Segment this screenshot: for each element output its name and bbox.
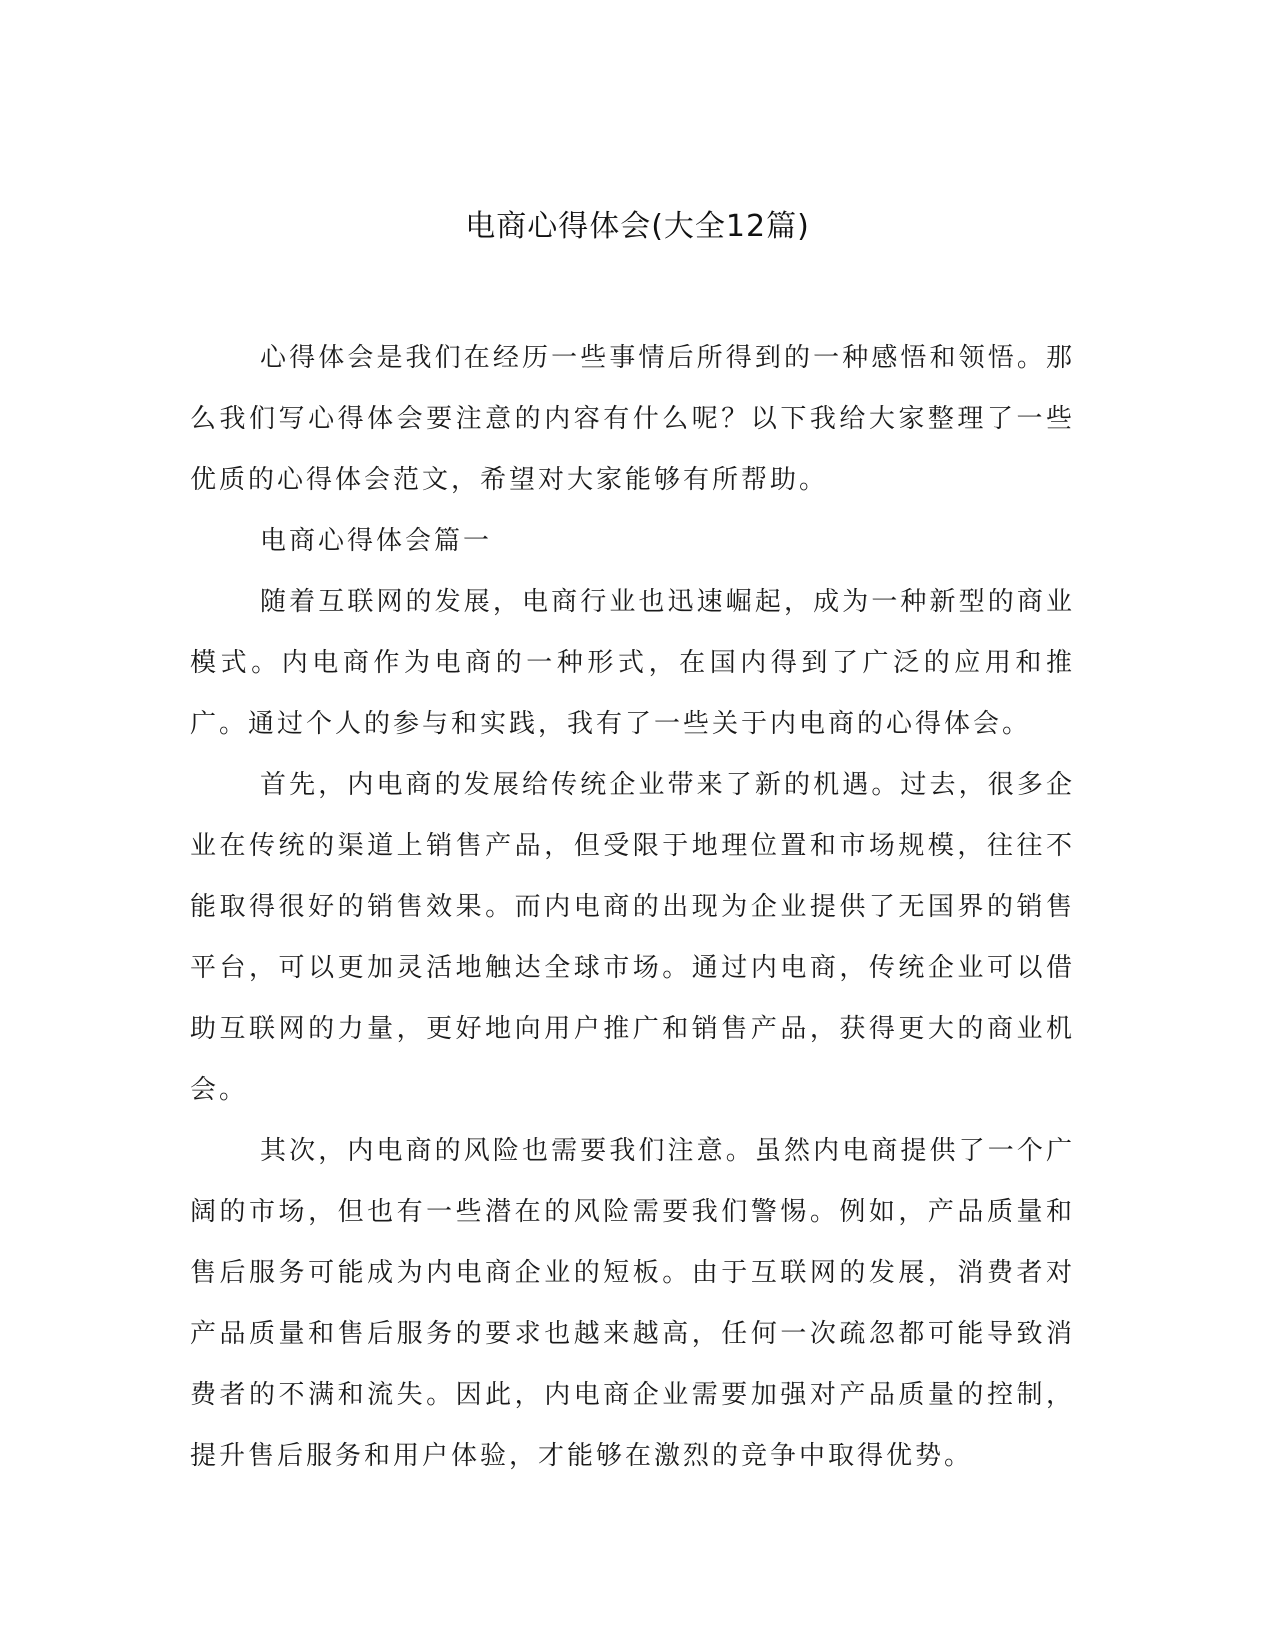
intro-paragraph: 心得体会是我们在经历一些事情后所得到的一种感悟和领悟。那么我们写心得体会要注意的内容有什么呢？以下我给大家整理了一些优质的心得体会范文，希望对大家能够有所帮助。 (190, 343, 1075, 495)
document-body (190, 328, 1075, 1487)
body-paragraph: 其次，内电商的风险也需要我们注意。虽然内电商提供了一个广阔的市场，但也有一些潜在的风险需要我们警惕。例如，产品质量和售后服务可能成为内电商企业的短板。由于互联网的发展，消费者对产品质量和售后服务的要求也越来越高，任何一次疏忽都可能导致消费者的不满和流失。因此，内电商企业需要加强对产品质量的控制，提升售后服务和用户体验，才能够在激烈的竞争中取得优势。 (190, 1136, 1075, 1471)
section-heading: 电商心得体会篇一 (260, 526, 493, 556)
body-paragraph: 随着互联网的发展，电商行业也迅速崛起，成为一种新型的商业模式。内电商作为电商的一种形式，在国内得到了广泛的应用和推广。通过个人的参与和实践，我有了一些关于内电商的心得体会。 (190, 587, 1075, 739)
body-paragraph: 首先，内电商的发展给传统企业带来了新的机遇。过去，很多企业在传统的渠道上销售产品，但受限于地理位置和市场规模，往往不能取得很好的销售效果。而内电商的出现为企业提供了无国界的销售平台，可以更加灵活地触达全球市场。通过内电商，传统企业可以借助互联网的力量，更好地向用户推广和销售产品，获得更大的商业机会。 (190, 770, 1075, 1105)
document-title: 电商心得体会(大全12篇) (465, 209, 810, 244)
